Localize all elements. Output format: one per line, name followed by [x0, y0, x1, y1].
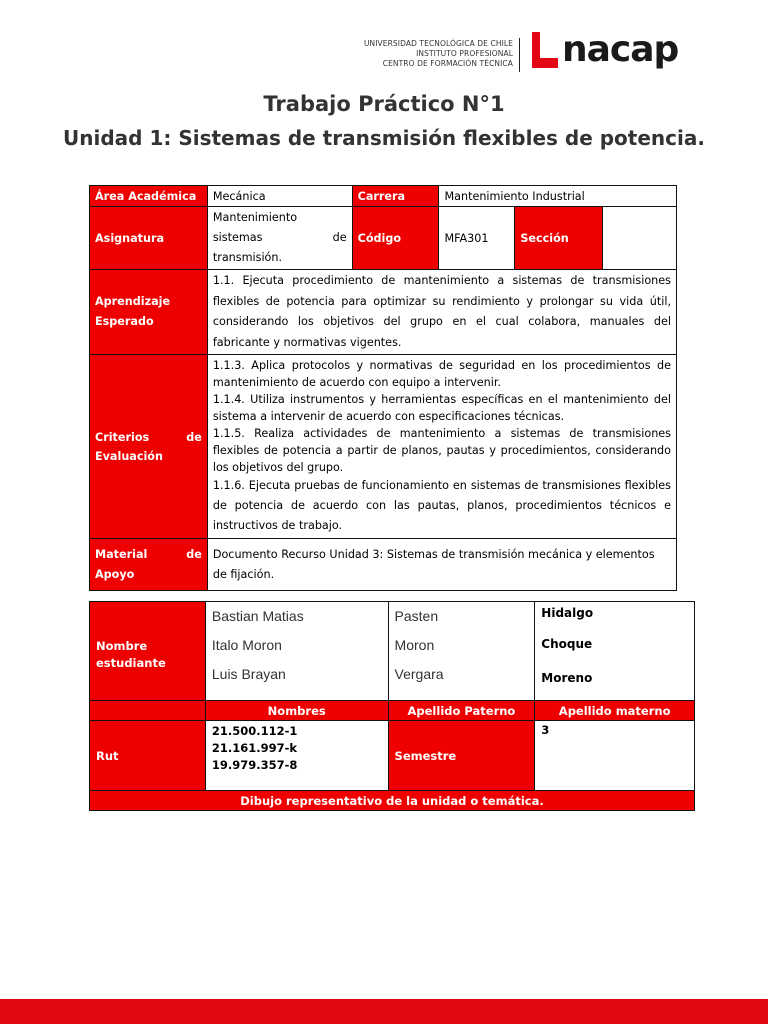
institution-line: CENTRO DE FORMACIÓN TÉCNICA — [382, 59, 513, 68]
maternos-cell — [535, 602, 695, 701]
page-title: Trabajo Práctico N°1 — [263, 92, 505, 116]
asignatura-line: Mantenimiento — [212, 211, 298, 224]
logo-divider — [519, 38, 520, 72]
area-value: Mecánica — [207, 186, 352, 207]
footer-bar — [0, 999, 768, 1024]
dibujo-label: Dibujo representativo de la unidad o temática. — [90, 791, 695, 811]
asignatura-label: Asignatura — [90, 207, 208, 270]
ruts-cell — [205, 721, 388, 791]
student-materno: Moreno — [541, 671, 593, 685]
rut-label: Rut — [90, 721, 206, 791]
carrera-label: Carrera — [352, 186, 439, 207]
institution-line: INSTITUTO PROFESIONAL — [416, 49, 513, 58]
material-word: de — [186, 547, 202, 561]
asignatura-value — [207, 207, 352, 270]
criterios-label — [90, 355, 208, 539]
semestre-label: Semestre — [388, 721, 535, 791]
semestre-value: 3 — [535, 721, 695, 791]
criterio-item: 1.1.6. Ejecuta pruebas de funcionamiento en sistemas de transmisiones flexibles de potencia de acuerdo con las pautas, planos, procedimientos técnicos e instructivos de trabajo. — [212, 479, 671, 532]
student-rut: 21.500.112-1 — [211, 724, 298, 738]
student-materno: Choque — [541, 637, 593, 651]
seccion-label: Sección — [515, 207, 603, 270]
asignatura-word: de — [332, 231, 347, 244]
asignatura-word: sistemas — [212, 231, 263, 244]
student-paterno: Vergara — [394, 666, 444, 682]
student-rut: 19.979.357-8 — [211, 758, 298, 772]
criterios-value — [207, 355, 676, 539]
carrera-value: Mantenimiento Industrial — [439, 186, 677, 207]
codigo-value: MFA301 — [439, 207, 515, 270]
criterios-word: Evaluación — [95, 449, 163, 463]
col-apellido-paterno: Apellido Paterno — [388, 701, 535, 721]
criterios-label-line — [95, 428, 202, 447]
aprendizaje-value: 1.1. Ejecuta procedimiento de mantenimiento a sistemas de transmisiones flexibles de potencia para optimizar su rendimiento y prolongar su vida útil, considerando los objetivos del grupo en el cual colabora, manuales del fabricante y normativas vigentes. — [207, 270, 676, 355]
nombre-estudiante-label — [90, 602, 206, 701]
criterio-item: 1.1.3. Aplica protocolos y normativas de seguridad en los procedimientos de mantenimiento de acuerdo con equipo a intervenir. — [212, 359, 671, 389]
student-paterno: Pasten — [394, 608, 439, 624]
students-table — [89, 601, 695, 811]
student-materno: Hidalgo — [541, 606, 594, 620]
institution-lines — [364, 39, 513, 69]
header-blank — [90, 701, 206, 721]
nombres-cell — [205, 602, 388, 701]
criterios-word: Criterios — [95, 430, 150, 444]
nombre-estudiante-text: Nombre estudiante — [96, 639, 166, 670]
criterio-item: 1.1.5. Realiza actividades de mantenimiento a sistemas de transmisiones flexibles de potencia a partir de planos, pautas y procedimientos, considerando los objetivos del grupo. — [212, 427, 671, 474]
codigo-label: Código — [352, 207, 439, 270]
asignatura-line — [213, 228, 347, 248]
inacap-logo-icon — [530, 32, 560, 68]
col-apellido-materno: Apellido materno — [535, 701, 695, 721]
area-label: Área Académica — [90, 186, 208, 207]
criterios-word: de — [186, 430, 202, 444]
asignatura-line: transmisión. — [212, 251, 283, 264]
material-word: Apoyo — [95, 567, 135, 581]
material-label — [90, 539, 208, 591]
student-name: Italo Moron — [211, 637, 282, 653]
seccion-value — [603, 207, 677, 270]
student-paterno: Moron — [394, 637, 435, 653]
info-table — [89, 185, 677, 591]
page-subtitle: Unidad 1: Sistemas de transmisión flexibles de potencia. — [63, 126, 705, 150]
material-word: Material — [95, 547, 148, 561]
institution-line: UNIVERSIDAD TECNOLÓGICA DE CHILE — [363, 39, 513, 48]
inacap-logo — [530, 29, 679, 70]
aprendizaje-label: Aprendizaje Esperado — [90, 270, 208, 355]
student-name: Bastian Matias — [211, 608, 304, 624]
student-rut: 21.161.997-k — [211, 741, 298, 755]
student-name: Luis Brayan — [211, 666, 286, 682]
paternos-cell — [388, 602, 535, 701]
material-value: Documento Recurso Unidad 3: Sistemas de transmisión mecánica y elementos de fijación. — [207, 539, 676, 591]
logo-text: nacap — [562, 29, 679, 70]
criterio-item: 1.1.4. Utiliza instrumentos y herramientas específicas en el mantenimiento del sistema a intervenir de acuerdo con especificaciones técnicas. — [212, 393, 671, 423]
material-label-line — [95, 545, 202, 565]
col-nombres: Nombres — [205, 701, 388, 721]
